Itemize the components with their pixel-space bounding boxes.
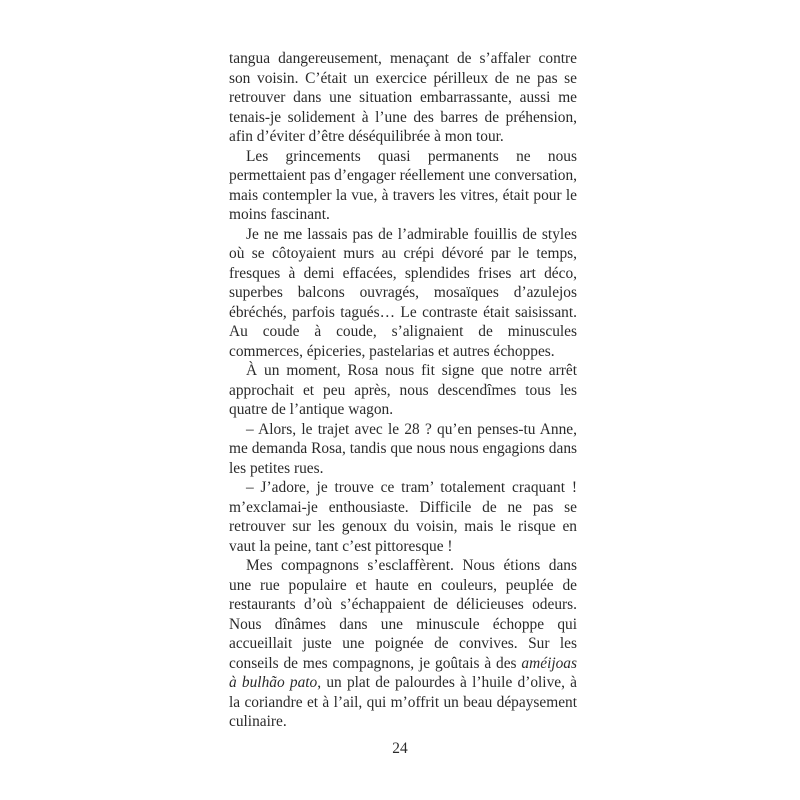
paragraph-3: Je ne me lassais pas de l’admirable fouillis de styles où se côtoyaient murs au crépi dévoré par le temps, fresques à demi effacées, splendides frises art déco, superbes balcons ouvragés, mosaïques d’azulejos ébréchés, parfois tagués… Le contraste était saisissant. Au coude à coude, s’alignaient de minuscules commerces, épiceries, pastelarias et autres échoppes. (229, 225, 577, 360)
paragraph-6-dialogue: – J’adore, je trouve ce tram’ totalement craquant ! m’exclamai-je enthousiaste. Difficile de ne pas se retrouver sur les genoux du voisin, mais le risque en vaut la peine, tant c’est pittoresque ! (229, 479, 577, 555)
paragraph-2: Les grincements quasi permanents ne nous permettaient pas d’engager réellement une conversation, mais contempler la vue, à travers les vitres, était pour le moins fascinant. (229, 147, 577, 223)
paragraph-7-end: , un plat de palourdes à l’huile d’olive, à la coriandre et à l’ail, qui m’offrit un beau dépaysement culinaire. (229, 674, 577, 730)
paragraph-7 (229, 556, 577, 732)
paragraph-1: tangua dangereusement, menaçant de s’affaler contre son voisin. C’était un exercice périlleux de ne pas se retrouver dans une situation embarrassante, aussi me tenais-je solidement à l’une des barres de préhension, afin d’éviter d’être déséquilibrée à mon tour. (229, 50, 577, 145)
paragraph-4: À un moment, Rosa nous fit signe que notre arrêt approchait et peu après, nous descendîmes tous les quatre de l’antique wagon. (229, 362, 577, 418)
page-number: 24 (392, 740, 408, 757)
body-text (229, 49, 577, 732)
paragraph-7-start: Mes compagnons s’esclaffèrent. Nous étions dans une rue populaire et haute en couleurs, peuplée de restaurants d’où s’échappaient de délicieuses odeurs. Nous dînâmes dans une minuscule échoppe qui accueillait juste une poignée de convives. Sur les conseils de mes compagnons, je goûtais à des (229, 557, 577, 672)
paragraph-5-dialogue: – Alors, le trajet avec le 28 ? qu’en penses-tu Anne, me demanda Rosa, tandis que nous nous engagions dans les petites rues. (229, 420, 577, 477)
dish-name-italic: améijoas à bulhão pato (229, 654, 577, 691)
